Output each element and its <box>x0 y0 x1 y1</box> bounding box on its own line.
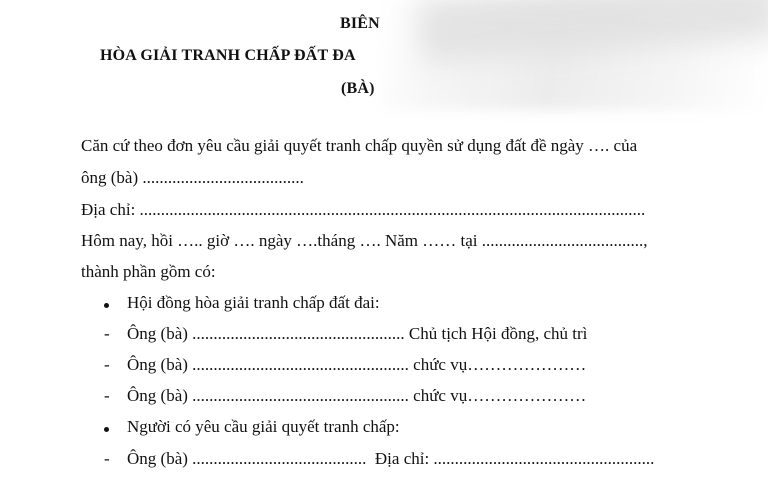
dash-marker: - <box>104 449 110 468</box>
paragraph-basis-line-2: ông (bà) ...................................... <box>81 168 304 187</box>
paragraph-basis-line-1: Căn cứ theo đơn yêu cầu giải quyết tranh chấp quyền sử dụng đất đề ngày …. của <box>81 136 638 155</box>
council-member-chair: Ông (bà) .................................................. Chủ tịch Hội đồng, chủ trì <box>127 324 588 343</box>
council-heading: Hội đồng hòa giải tranh chấp đất đai: <box>127 293 380 312</box>
dash-marker: - <box>104 355 110 374</box>
requester-heading: Người có yêu cầu giải quyết tranh chấp: <box>127 417 400 436</box>
meeting-time-line: Hôm nay, hồi ….. giờ …. ngày ….tháng …. Năm …… tại ......................................, <box>81 231 648 250</box>
bullet-icon <box>104 427 109 432</box>
requester-line: Ông (bà) ......................................... Địa chỉ: .................................................... <box>127 449 655 468</box>
address-line: Địa chỉ: ....................................................................................................................... <box>81 200 646 219</box>
document-title-line-2: HÒA GIẢI TRANH CHẤP ĐẤT ĐA <box>100 47 356 64</box>
dash-marker: - <box>104 386 110 405</box>
council-member-3: Ông (bà) ................................................... chức vụ………………… <box>127 386 587 405</box>
council-member-2: Ông (bà) ................................................... chức vụ………………… <box>127 355 587 374</box>
dash-marker: - <box>104 324 110 343</box>
bullet-icon <box>104 303 109 308</box>
document-title-line-1: BIÊN <box>340 15 380 32</box>
composition-line: thành phần gồm có: <box>81 262 216 281</box>
document-title-line-3: (BÀ) <box>341 80 375 97</box>
